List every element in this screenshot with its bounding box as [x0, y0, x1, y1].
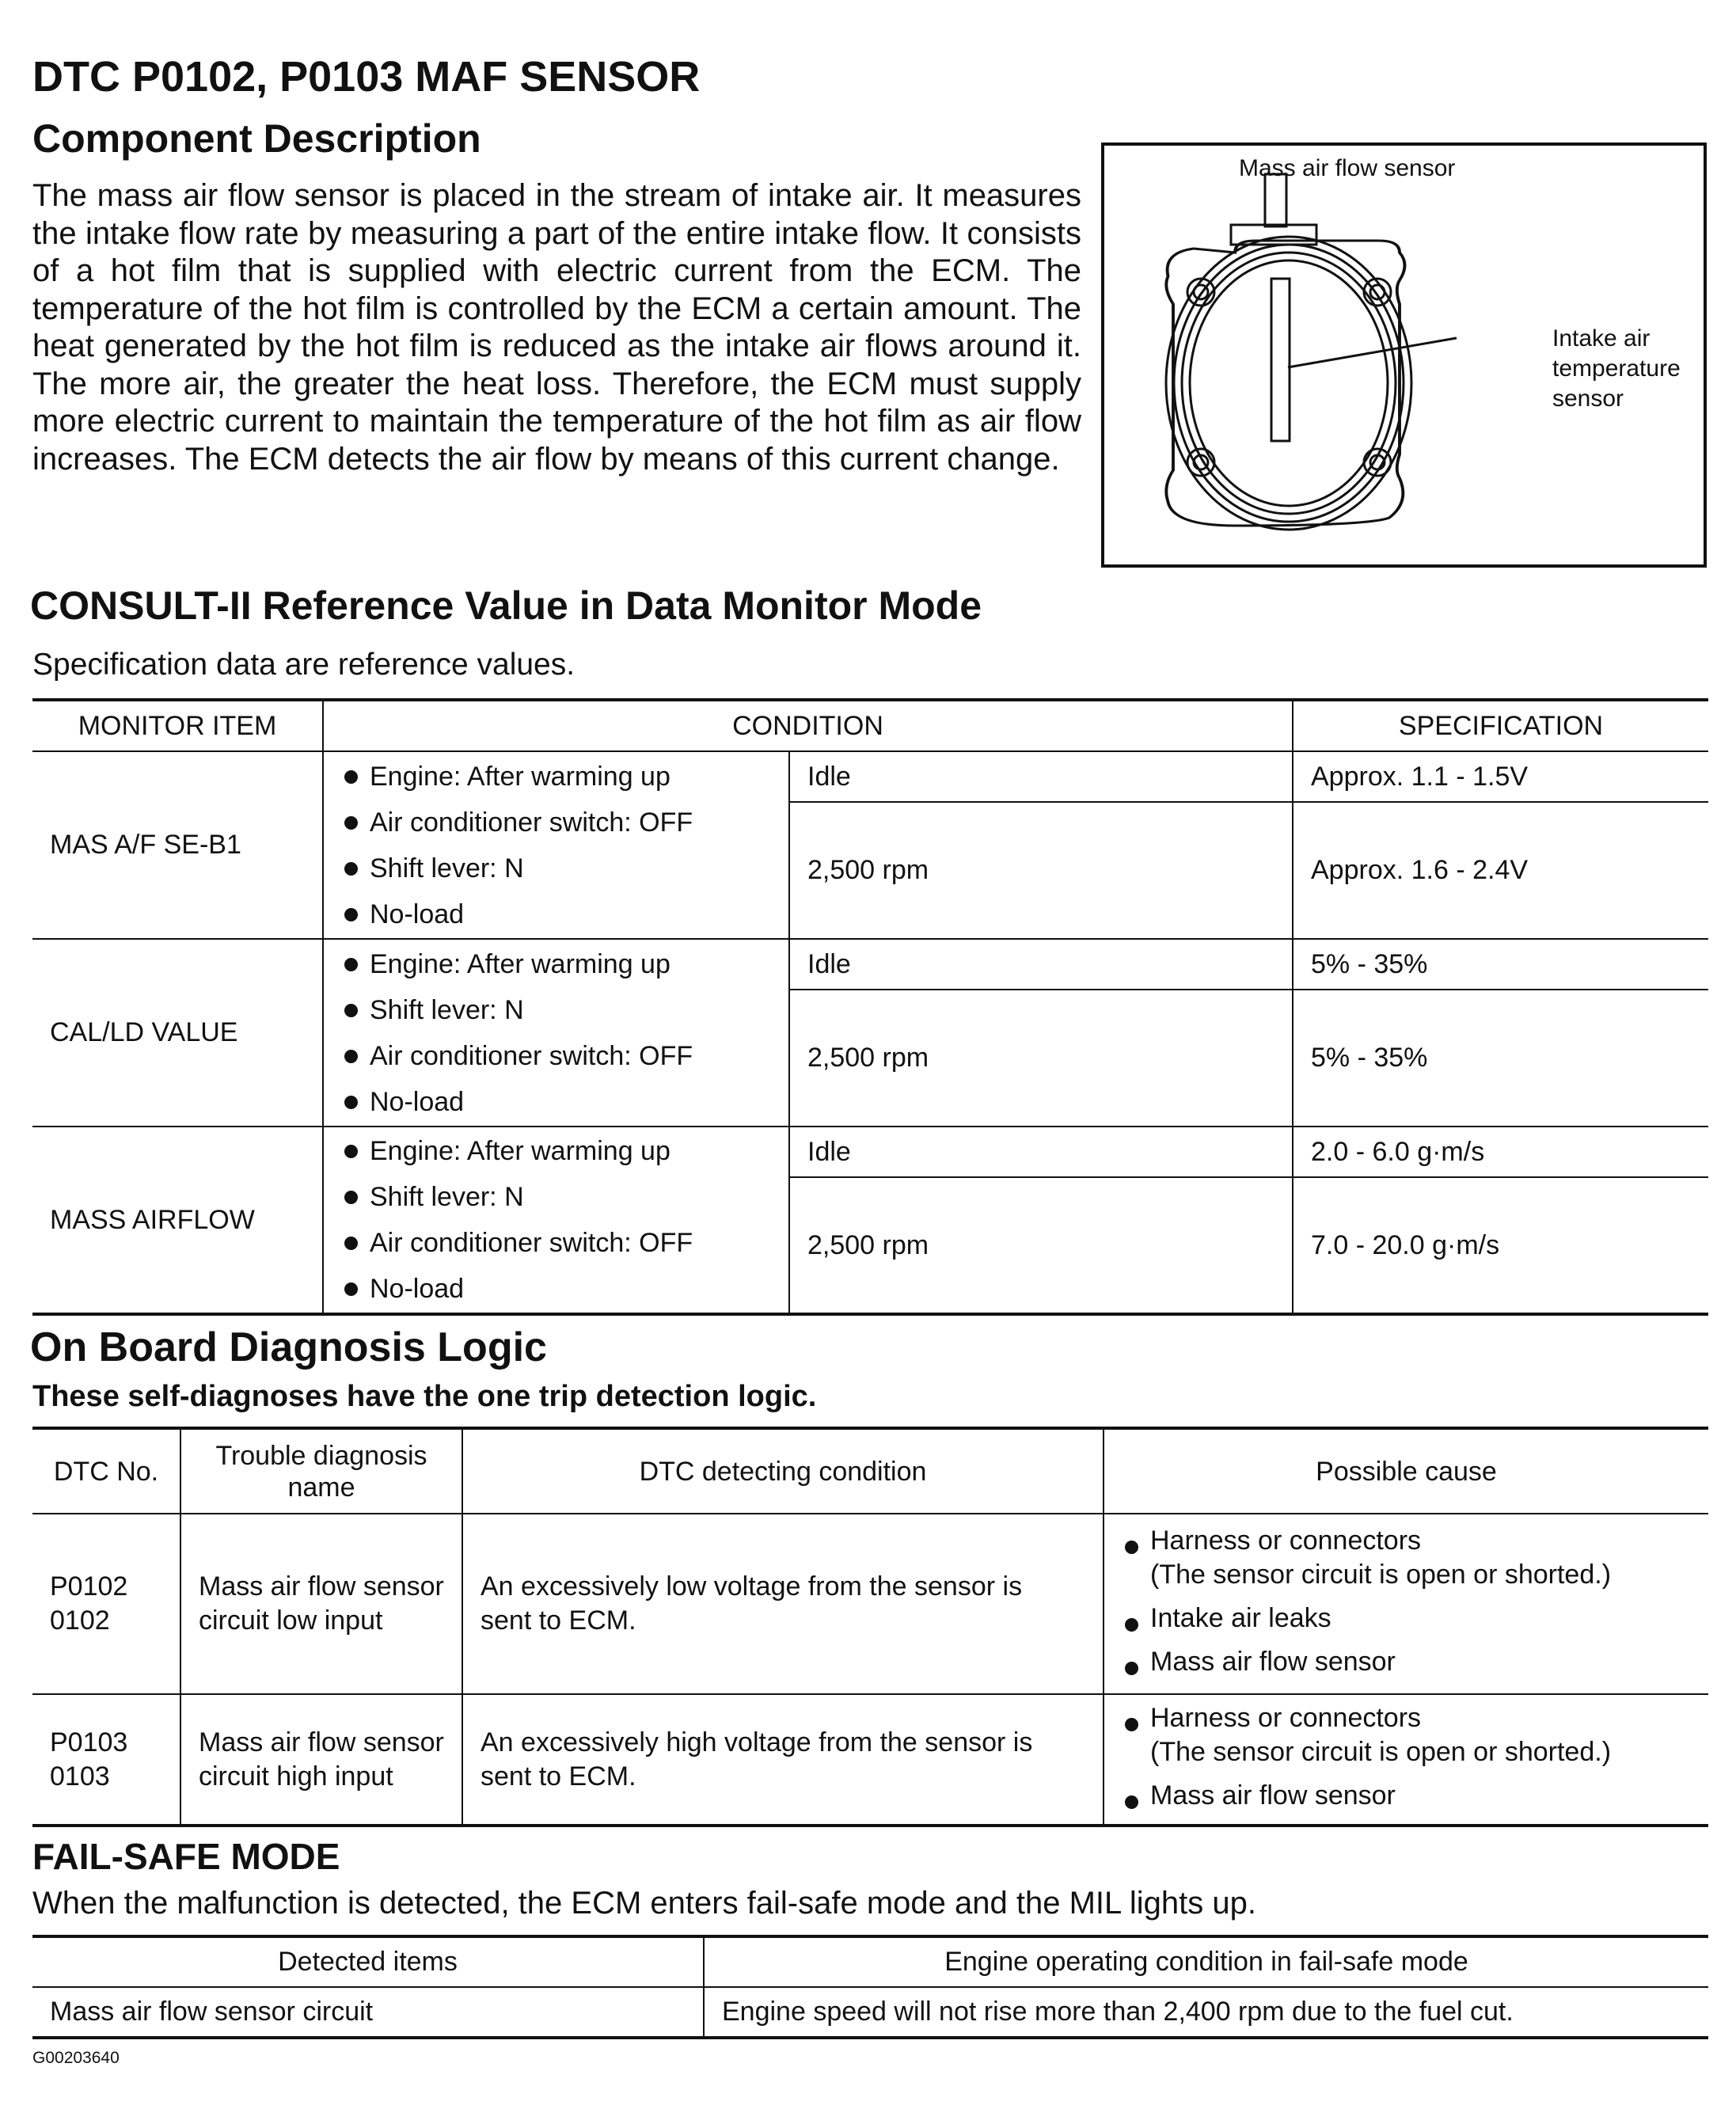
- condition-idle: Idle: [789, 751, 1293, 802]
- text-line: Mass air flow sensor: [199, 1571, 444, 1602]
- condition-item: Shift lever: N: [341, 987, 771, 1033]
- condition-2500rpm: 2,500 rpm: [789, 802, 1293, 939]
- consult-heading: CONSULT-II Reference Value in Data Monitor Mode: [30, 583, 982, 628]
- detecting-condition: [462, 1514, 1104, 1694]
- possible-cause: [1104, 1694, 1708, 1826]
- diagram-label-maf-sensor: Mass air flow sensor: [1239, 155, 1456, 181]
- monitor-item: MASS AIRFLOW: [32, 1127, 323, 1314]
- page-title: DTC P0102, P0103 MAF SENSOR: [32, 53, 701, 101]
- table-row: [32, 1694, 1708, 1826]
- condition-item: Engine: After warming up: [341, 754, 771, 800]
- header-condition: CONDITION: [323, 700, 1293, 751]
- header-engine-condition: Engine operating condition in fail-safe mode: [704, 1936, 1708, 1987]
- label-line: Intake air: [1552, 325, 1651, 351]
- condition-item: Engine: After warming up: [341, 941, 771, 987]
- condition-item: Air conditioner switch: OFF: [341, 800, 771, 845]
- dtc-code: 0102: [50, 1605, 110, 1636]
- table-row: [32, 1127, 1708, 1177]
- condition-2500rpm: 2,500 rpm: [789, 1177, 1293, 1314]
- condition-item: Air conditioner switch: OFF: [341, 1033, 771, 1079]
- header-diagnosis-name: Trouble diagnosis name: [180, 1428, 462, 1514]
- spec-2500rpm: 5% - 35%: [1293, 990, 1708, 1127]
- condition-item: Engine: After warming up: [341, 1128, 771, 1174]
- consult-reference-table: [32, 698, 1708, 1316]
- text-line: circuit low input: [199, 1605, 383, 1636]
- detected-item: Mass air flow sensor circuit: [32, 1987, 704, 2038]
- header-specification: SPECIFICATION: [1293, 700, 1708, 751]
- text-line: Harness or connectors: [1150, 1703, 1422, 1733]
- figure-code: G00203640: [32, 2049, 120, 2067]
- label-line: temperature: [1552, 355, 1681, 382]
- dtc-number: [32, 1514, 180, 1694]
- text-line: An excessively high voltage from the sensor is: [481, 1727, 1033, 1757]
- condition-item: No-load: [341, 1266, 771, 1312]
- text-line: Harness or connectors: [1150, 1526, 1422, 1556]
- dtc-number: [32, 1694, 180, 1826]
- spec-2500rpm: 7.0 - 20.0 g·m/s: [1293, 1177, 1708, 1314]
- cause-item: Mass air flow sensor: [1122, 1779, 1691, 1813]
- text-line: Mass air flow sensor: [199, 1727, 444, 1757]
- table-row: [32, 1514, 1708, 1694]
- condition-2500rpm: 2,500 rpm: [789, 990, 1293, 1127]
- spec-idle: 2.0 - 6.0 g·m/s: [1293, 1127, 1708, 1177]
- condition-list: [323, 751, 789, 939]
- dtc-code: 0103: [50, 1761, 110, 1792]
- condition-idle: Idle: [789, 1127, 1293, 1177]
- cause-item: Intake air leaks: [1122, 1602, 1691, 1636]
- possible-cause: [1104, 1514, 1708, 1694]
- condition-item: Air conditioner switch: OFF: [341, 1220, 771, 1266]
- cause-item: [1122, 1701, 1691, 1769]
- table-header-row: [32, 1936, 1708, 1987]
- consult-subtitle: Specification data are reference values.: [32, 648, 576, 682]
- text-line: sent to ECM.: [481, 1761, 636, 1792]
- obd-subtitle: These self-diagnoses have the one trip detection logic.: [32, 1380, 817, 1413]
- spec-idle: 5% - 35%: [1293, 939, 1708, 990]
- condition-item: Shift lever: N: [341, 845, 771, 891]
- maf-sensor-diagram: [1101, 142, 1707, 568]
- condition-item: No-load: [341, 1079, 771, 1125]
- cause-item: Mass air flow sensor: [1122, 1645, 1691, 1679]
- table-row: [32, 751, 1708, 802]
- condition-idle: Idle: [789, 939, 1293, 990]
- header-detected-items: Detected items: [32, 1936, 704, 1987]
- text-line: (The sensor circuit is open or shorted.): [1150, 1560, 1612, 1590]
- text-line: sent to ECM.: [481, 1605, 636, 1636]
- table-row: [32, 939, 1708, 990]
- dtc-code: P0102: [50, 1571, 128, 1602]
- condition-list: [323, 939, 789, 1127]
- failsafe-table: [32, 1935, 1708, 2039]
- condition-item: Shift lever: N: [341, 1174, 771, 1220]
- label-line: sensor: [1552, 386, 1624, 412]
- text-line: An excessively low voltage from the sensor is: [481, 1571, 1023, 1602]
- obd-heading: On Board Diagnosis Logic: [30, 1324, 547, 1370]
- condition-item: No-load: [341, 891, 771, 937]
- condition-list: [323, 1127, 789, 1314]
- header-detecting-condition: DTC detecting condition: [462, 1428, 1104, 1514]
- text-line: (The sensor circuit is open or shorted.): [1150, 1737, 1612, 1767]
- diagram-label-iat-sensor: [1552, 324, 1681, 414]
- engine-condition: Engine speed will not rise more than 2,400 rpm due to the fuel cut.: [704, 1987, 1708, 2038]
- header-dtc-no: DTC No.: [32, 1428, 180, 1514]
- dtc-code: P0103: [50, 1727, 128, 1757]
- header-monitor-item: MONITOR ITEM: [32, 700, 323, 751]
- obd-table: [32, 1427, 1708, 1827]
- diagnosis-name: [180, 1694, 462, 1826]
- detecting-condition: [462, 1694, 1104, 1826]
- table-header-row: [32, 700, 1708, 751]
- header-possible-cause: Possible cause: [1104, 1428, 1708, 1514]
- monitor-item: CAL/LD VALUE: [32, 939, 323, 1127]
- failsafe-heading: FAIL-SAFE MODE: [32, 1836, 340, 1877]
- table-row: [32, 1987, 1708, 2038]
- diagnosis-name: [180, 1514, 462, 1694]
- text-line: circuit high input: [199, 1761, 393, 1792]
- table-header-row: [32, 1428, 1708, 1514]
- monitor-item: MAS A/F SE-B1: [32, 751, 323, 939]
- component-description-text: The mass air flow sensor is placed in the stream of intake air. It measures the intake flow rate by measuring a part of the entire intake flow. It consists of a hot film that is supplied with electric current from the ECM. The temperature of the hot film is controlled by the ECM a certain amount. The heat generated by the hot film is reduced as the intake air flows around it. The more air, the greater the heat loss. Therefore, the ECM must supply more electric current to maintain the temperature of the hot film as air flow increases. The ECM detects the air flow by means of this current change.: [32, 178, 1081, 477]
- failsafe-text: When the malfunction is detected, the ECM enters fail-safe mode and the MIL lights up.: [32, 1886, 1256, 1921]
- spec-2500rpm: Approx. 1.6 - 2.4V: [1293, 802, 1708, 939]
- cause-item: [1122, 1524, 1691, 1592]
- spec-idle: Approx. 1.1 - 1.5V: [1293, 751, 1708, 802]
- component-description-heading: Component Description: [32, 116, 481, 161]
